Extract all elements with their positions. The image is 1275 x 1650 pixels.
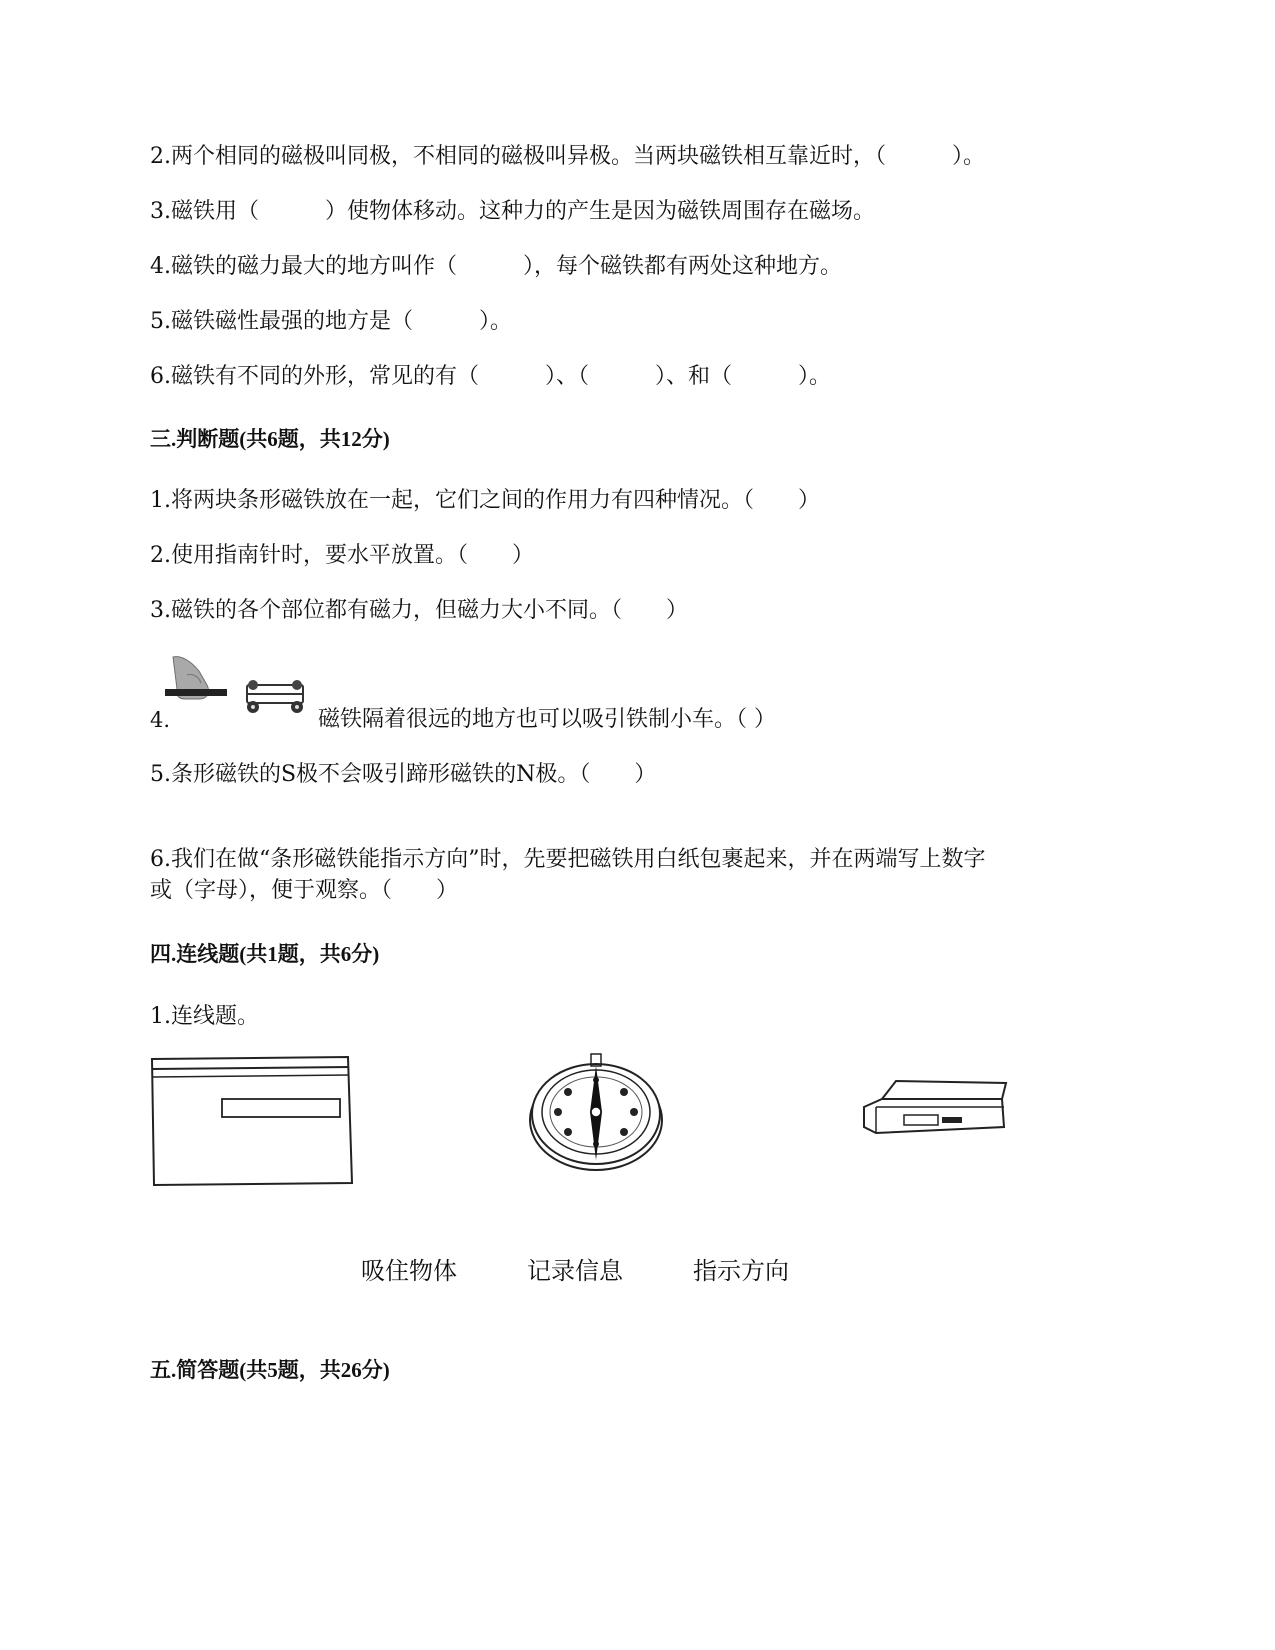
fill-blank-question-2: 2.两个相同的磁极叫同极，不相同的磁极叫异极。当两块磁铁相互靠近时，（ ）。 <box>150 144 985 169</box>
magnet-and-cart-illustration <box>165 655 325 725</box>
judge-question-6-line-2: 或（字母），便于观察。（ ） <box>150 878 459 903</box>
match-option-1: 吸住物体 <box>361 1257 457 1285</box>
fill-blank-question-3: 3.磁铁用（ ）使物体移动。这种力的产生是因为磁铁周围存在磁场。 <box>150 199 875 224</box>
section-heading-match: 四.连线题(共1题，共6分) <box>150 942 380 966</box>
match-option-3: 指示方向 <box>693 1257 789 1285</box>
judge-question-6-line-1: 6.我们在做“条形磁铁能指示方向”时，先要把磁铁用白纸包裹起来，并在两端写上数字 <box>150 847 986 872</box>
section-heading-judge: 三.判断题(共6题，共12分) <box>150 427 390 451</box>
match-question-1: 1.连线题。 <box>150 1004 259 1029</box>
section-heading-short-answer: 五.简答题(共5题，共26分) <box>150 1358 390 1382</box>
pencil-box-illustration <box>862 1077 1012 1142</box>
compass-illustration <box>528 1050 668 1175</box>
fill-blank-question-5: 5.磁铁磁性最强的地方是（ ）。 <box>150 309 512 334</box>
judge-question-2: 2.使用指南针时，要水平放置。（ ） <box>150 543 534 568</box>
fill-blank-question-4: 4.磁铁的磁力最大的地方叫作（ ），每个磁铁都有两处这种地方。 <box>150 254 842 279</box>
judge-question-5: 5.条形磁铁的S极不会吸引蹄形磁铁的N极。（ ） <box>150 762 657 787</box>
match-option-2: 记录信息 <box>527 1257 623 1285</box>
judge-question-3: 3.磁铁的各个部位都有磁力，但磁力大小不同。（ ） <box>150 598 688 623</box>
judge-question-4-number: 4. <box>150 708 171 732</box>
judge-question-1: 1.将两块条形磁铁放在一起，它们之间的作用力有四种情况。（ ） <box>150 488 820 513</box>
judge-question-4-text: 磁铁隔着很远的地方也可以吸引铁制小车。（ ） <box>318 707 776 732</box>
fill-blank-question-6: 6.磁铁有不同的外形，常见的有（ ）、（ ）、和（ ）。 <box>150 364 831 389</box>
magnetic-card-illustration <box>148 1055 358 1190</box>
